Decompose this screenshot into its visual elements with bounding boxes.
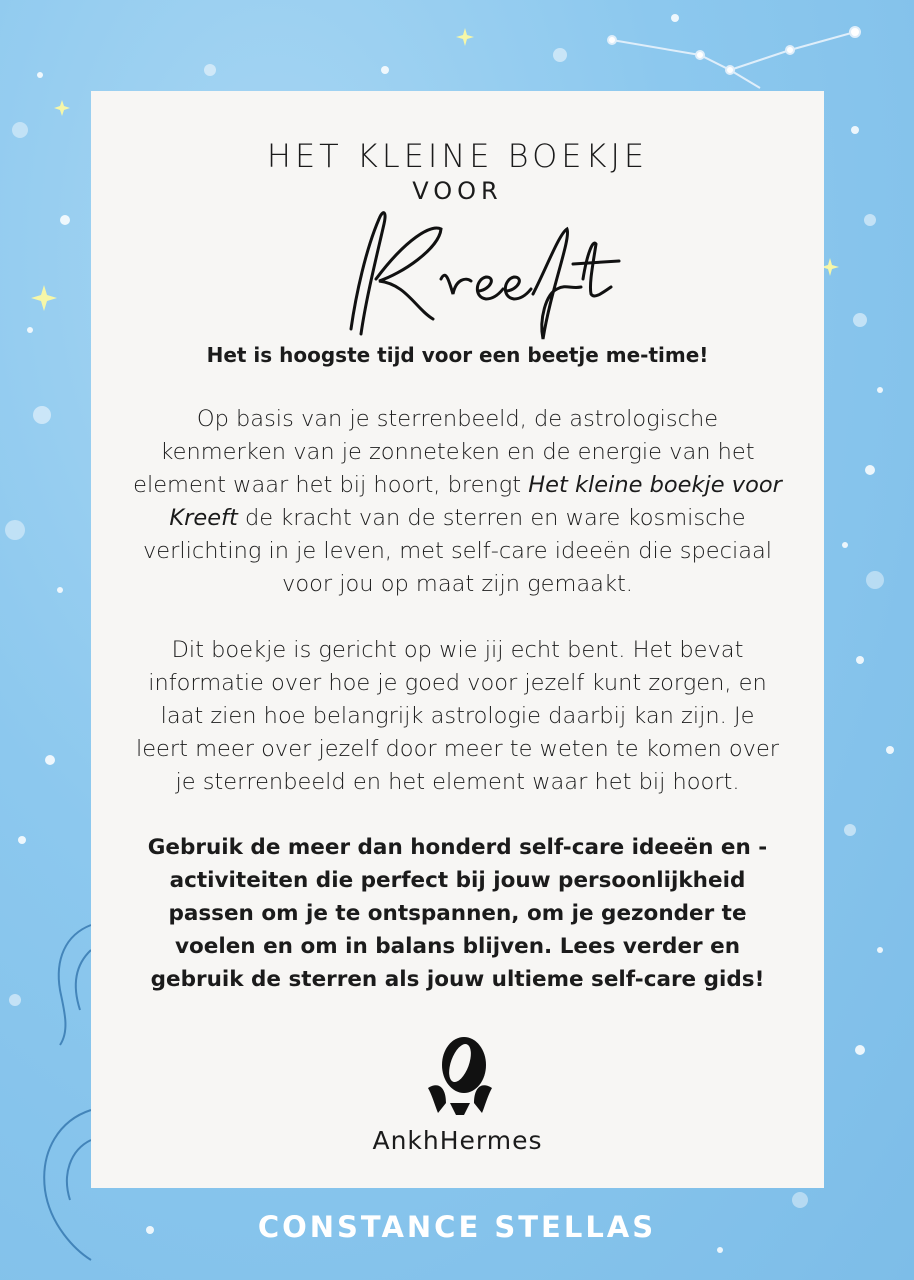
ankhhermes-logo-icon [424,1033,496,1119]
author-name: CONSTANCE STELLAS [257,1210,657,1244]
lead-sentence: Het is hoogste tijd voor een beetje me-time! [206,343,709,367]
title-line-2: VOOR [412,177,503,205]
title-line-1: HET KLEINE BOEKJE [266,137,649,175]
paragraph-3-bold: Gebruik de meer dan honderd self-care ideeën en -activiteiten die perfect bij jouw persoonlijkheid passen om je te ontspannen, om je gezonder te voelen en om in balans blijven. Lees verder en gebruik de sterren als jouw ultieme self-care gids! [147,835,768,992]
content-card [91,91,824,1188]
paragraph-1-emphasis: Het kleine boekje voor Kreeft [169,472,782,531]
publisher-name: AnkhHermes [372,1126,543,1155]
paragraph-1-end: de kracht van de sterren en ware kosmische verlichting in je leven, met self-care ideeën die speciaal voor jou op maat zijn gemaakt. [142,505,773,597]
title-script-kreeft [321,199,621,349]
paragraph-2: Dit boekje is gericht op wie jij echt bent. Het bevat informatie over hoe je goed voor jezelf kunt zorgen, en laat zien hoe belangrijk astrologie daarbij kan zijn. Je leert meer over jezelf door meer te weten te komen over je sterrenbeeld en het element waar het bij hoort. [135,637,780,795]
paragraph-1 [131,403,784,601]
paragraph-1-start: Op basis van je sterrenbeeld, de astrologische kenmerken van je zonneteken en de energie van het element waar het bij hoort, brengt [133,406,755,498]
